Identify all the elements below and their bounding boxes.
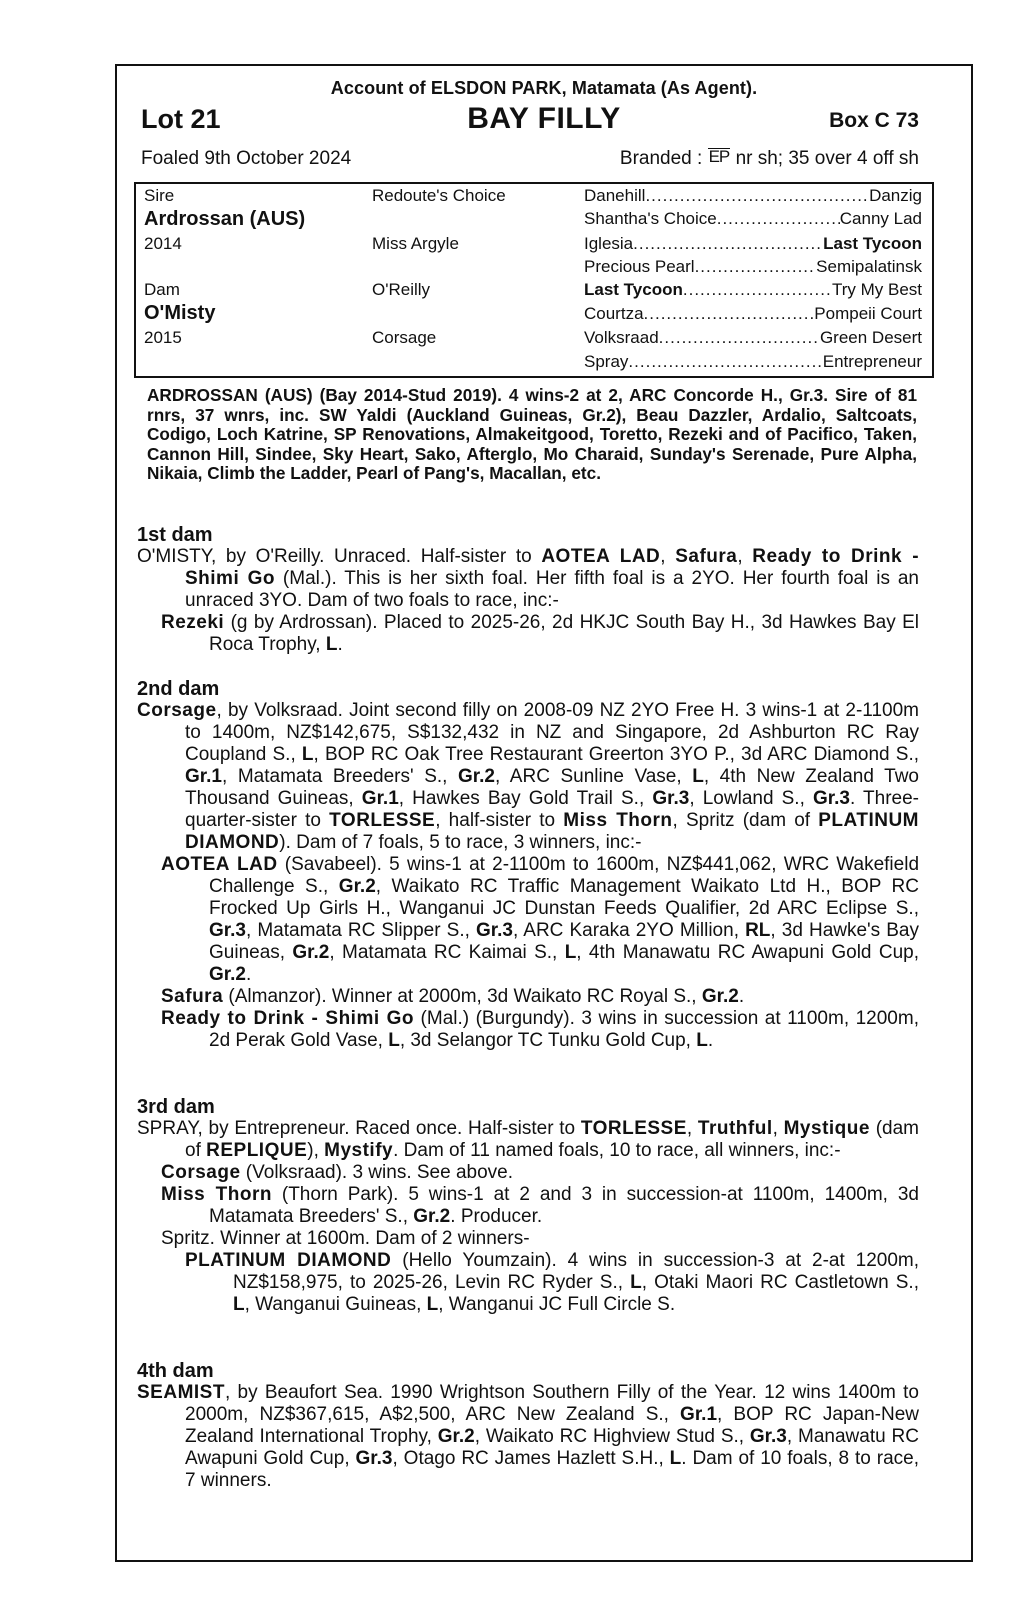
sire-name: Ardrossan (AUS) [144,208,306,230]
gg-left: Courtza [584,304,644,323]
foaled-date: Foaled 9th October 2024 [141,148,352,169]
gg-left: Precious Pearl [584,257,695,276]
sire-year: 2014 [144,234,182,253]
gg-right: Last Tycoon [823,234,922,253]
branded-info [620,148,919,170]
catalogue-page [115,64,973,1562]
gg-row [584,280,922,300]
dam-name: O'Misty [144,302,216,324]
second-dam-section [137,678,919,1052]
gg-right: Try My Best [831,280,922,299]
gg-left: Shantha's Choice [584,209,717,228]
gg-row [584,234,922,254]
gg-left: Iglesia [584,234,634,253]
granddam-1: Miss Argyle [372,234,459,253]
progeny-paragraph: PLATINUM DIAMOND (Hello Youmzain). 4 wins in succession-3 at 2-at 1200m, NZ$158,975, to 2025-26, Levin RC Ryder S., L, Otaki Maori RC Castletown S., L, Wanganui Guineas, L, Wanganui JC Full Circle S. [185,1250,919,1315]
gg-left: Spray [584,352,629,371]
gg-row [584,304,922,324]
first-dam-section [137,524,919,656]
branded-prefix: Branded : [619,148,703,169]
gg-right: Pompeii Court [814,304,922,323]
gg-right: Green Desert [819,328,922,347]
progeny-paragraph: Corsage (Volksraad). 3 wins. See above. [161,1162,514,1183]
section-heading: 4th dam [137,1360,214,1382]
progeny-paragraph: Miss Thorn (Thorn Park). 5 wins-1 at 2 and 3 in succession-at 1100m, 1400m, 3d Matamata Breeders' S., Gr.2. Producer. [161,1184,919,1227]
account-line: Account of ELSDON PARK, Matamata (As Agent). [330,78,758,98]
dam-paragraph: O'MISTY, by O'Reilly. Unraced. Half-sister to AOTEA LAD, Safura, Ready to Drink - Shimi Go (Mal.). This is her sixth foal. Her fifth foal is a 2YO. Her fourth foal is an unraced 3YO. Dam of two foals to race, inc:- [137,546,920,611]
horse-title: BAY FILLY [467,102,621,135]
gg-row [584,257,922,277]
lot-number: Lot 21 [141,104,221,134]
dam-label: Dam [144,280,180,299]
section-heading: 3rd dam [137,1096,215,1118]
sire-label: Sire [144,186,175,205]
grandsire-2: O'Reilly [372,280,431,299]
gg-row [584,209,922,229]
gg-row [584,328,922,348]
gg-right: Canny Lad [839,209,922,228]
gg-right: Semipalatinsk [816,257,922,276]
granddam-2: Corsage [372,328,437,347]
gg-left: Danehill [584,186,646,205]
dam-paragraph: SEAMIST, by Beaufort Sea. 1990 Wrightson Southern Filly of the Year. 12 wins 1400m to 2000m, NZ$367,615, A$2,500, ARC New Zealand S., Gr.1, BOP RC Japan-New Zealand International Trophy, Gr.2, Waikato RC Highview Stud S., Gr.3, Manawatu RC Awapuni Gold Cup, Gr.3, Otago RC James Hazlett S.H., L. Dam of 10 foals, 8 to race, 7 winners. [137,1382,919,1491]
gg-right: Entrepreneur [822,352,922,371]
fourth-dam-section [137,1360,919,1492]
box-number: Box C 73 [829,109,919,132]
third-dam-section [137,1096,919,1316]
section-heading: 1st dam [137,524,213,546]
progeny-paragraph: Ready to Drink - Shimi Go (Mal.) (Burgundy). 3 wins in succession at 1100m, 1200m, 2d Perak Gold Vase, L, 3d Selangor TC Tunku Gold Cup, L. [161,1008,919,1051]
gg-row [584,352,922,372]
progeny-paragraph: Spritz. Winner at 1600m. Dam of 2 winners- [161,1228,530,1249]
progeny-paragraph: Safura (Almanzor). Winner at 2000m, 3d Waikato RC Royal S., Gr.2. [161,986,745,1007]
grandsire-1: Redoute's Choice [372,186,506,205]
progeny-paragraph: Rezeki (g by Ardrossan). Placed to 2025-26, 2d HKJC South Bay H., 3d Hawkes Bay El Roca Trophy, L. [161,612,919,655]
gg-left: Volksraad [584,328,659,347]
gg-row [584,186,922,206]
sire-summary: ARDROSSAN (AUS) (Bay 2014-Stud 2019). 4 wins-2 at 2, ARC Concorde H., Gr.3. Sire of 81 rnrs, 37 wnrs, inc. SW Yaldi (Auckland Guineas, Gr.2), Beau Dazzler, Ardalio, Saltcoats, Codigo, Loch Katrine, SP Renovations, Almakeitgood, Toretto, Rezeki and of Pacifico, Taken, Cannon Hill, Sindee, Sky Heart, Sako, Afterglo, Mo Charaid, Sunday's Serenade, Pure Alpha, Nikaia, Climb the Ladder, Pearl of Pang's, Macallan, etc. [147,385,917,484]
gg-left: Last Tycoon [584,280,683,299]
dam-paragraph: SPRAY, by Entrepreneur. Raced once. Half-sister to TORLESSE, Truthful, Mystique (dam of REPLIQUE), Mystify. Dam of 11 named foals, 10 to race, all winners, inc:- [137,1118,919,1161]
brand-mark: EP [708,147,730,166]
gg-right: Danzig [869,186,922,205]
section-heading: 2nd dam [137,678,220,700]
branded-suffix: nr sh; 35 over 4 off sh [735,148,919,169]
dam-year: 2015 [144,328,182,347]
pedigree-table [134,182,934,378]
progeny-paragraph: AOTEA LAD (Savabeel). 5 wins-1 at 2-1100m to 1600m, NZ$441,062, WRC Wakefield Challenge S., Gr.2, Waikato RC Traffic Management Waikato Ltd H., BOP RC Frocked Up Girls H., Wanganui JC Dunstan Feeds Qualifier, 2d ARC Eclipse S., Gr.3, Matamata RC Slipper S., Gr.3, ARC Karaka 2YO Million, RL, 3d Hawke's Bay Guineas, Gr.2, Matamata RC Kaimai S., L, 4th Manawatu RC Awapuni Gold Cup, Gr.2. [161,854,920,985]
dam-paragraph: Corsage, by Volksraad. Joint second filly on 2008-09 NZ 2YO Free H. 3 wins-1 at 2-1100m to 1400m, NZ$142,675, S$132,432 in NZ and Singapore, 2d Ashburton RC Ray Coupland S., L, BOP RC Oak Tree Restaurant Greerton 3YO P., 3d ARC Diamond S., Gr.1, Matamata Breeders' S., Gr.2, ARC Sunline Vase, L, 4th New Zealand Two Thousand Guineas, Gr.1, Hawkes Bay Gold Trail S., Gr.3, Lowland S., Gr.3. Three-quarter-sister to TORLESSE, half-sister to Miss Thorn, Spritz (dam of PLATINUM DIAMOND). Dam of 7 foals, 5 to race, 3 winners, inc:- [137,700,920,853]
